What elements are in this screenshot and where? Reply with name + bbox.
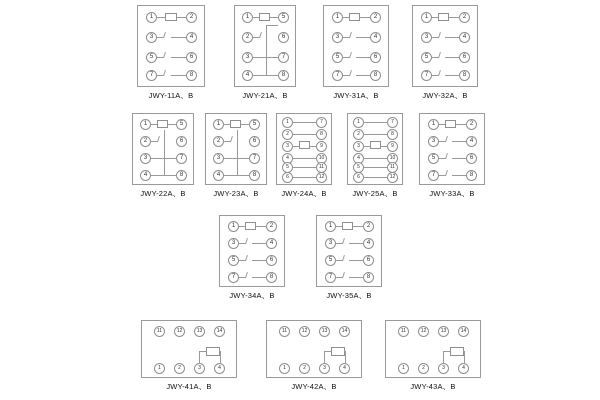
pin: 2: [140, 136, 151, 147]
pin: 6: [266, 255, 277, 266]
pin: 8: [387, 129, 398, 140]
diagram-box: [141, 320, 237, 378]
pin: 1: [428, 119, 439, 130]
pin: 3: [332, 32, 343, 43]
pin: 4: [339, 363, 350, 374]
pin: 3: [325, 238, 336, 249]
diagram-box: [385, 320, 481, 378]
diagram-jwy-21: [234, 5, 296, 101]
pin: 11: [398, 326, 409, 337]
pin: 4: [353, 153, 364, 164]
pin: 2: [353, 129, 364, 140]
pin: 7: [325, 272, 336, 283]
pin: 8: [186, 70, 197, 81]
pin: 7: [387, 117, 398, 128]
pin: 5: [278, 12, 289, 23]
diagram-jwy-32: [412, 5, 478, 101]
diagram-jwy-24: [276, 113, 332, 199]
diagram-box: [205, 113, 267, 185]
diagram-caption: JWY-24A、B: [281, 189, 327, 198]
pin: 4: [466, 136, 477, 147]
pin: 4: [213, 170, 224, 181]
diagram-box: [347, 113, 403, 185]
pin: 9: [316, 141, 327, 152]
coil-symbol: [349, 13, 360, 21]
pin: 5: [146, 52, 157, 63]
pin: 5: [249, 119, 260, 130]
pin: 8: [176, 170, 187, 181]
coil-symbol: [450, 347, 464, 356]
pin: 4: [214, 363, 225, 374]
pin: 3: [242, 52, 253, 63]
pin: 3: [421, 32, 432, 43]
coil-symbol: [230, 120, 241, 128]
pin: 7: [176, 153, 187, 164]
diagram-caption: JWY-35A、B: [326, 291, 372, 300]
pin: 2: [282, 129, 293, 140]
pin: 2: [363, 221, 374, 232]
pin: 13: [194, 326, 205, 337]
pin: 8: [466, 170, 477, 181]
pin: 5: [325, 255, 336, 266]
pin: 10: [387, 153, 398, 164]
pin: 3: [353, 141, 364, 152]
pin: 5: [353, 162, 364, 173]
diagram-box: [234, 5, 296, 87]
coil-symbol: [245, 222, 256, 230]
diagram-box: [132, 113, 194, 185]
pin: 6: [353, 172, 364, 183]
pin: 2: [213, 136, 224, 147]
pin: 7: [228, 272, 239, 283]
diagram-caption: JWY-43A、B: [410, 382, 456, 391]
pin: 10: [316, 153, 327, 164]
pin: 4: [458, 363, 469, 374]
coil-symbol: [299, 141, 310, 149]
pin: 7: [421, 70, 432, 81]
pin: 11: [387, 162, 398, 173]
pin: 2: [174, 363, 185, 374]
diagram-caption: JWY-23A、B: [213, 189, 259, 198]
pin: 5: [176, 119, 187, 130]
diagram-box: [266, 320, 362, 378]
diagram-jwy-22: [132, 113, 194, 199]
diagram-caption: JWY-11A、B: [148, 91, 194, 100]
pin: 4: [370, 32, 381, 43]
pin: 8: [459, 70, 470, 81]
pin: 7: [146, 70, 157, 81]
pin: 6: [176, 136, 187, 147]
pin: 1: [353, 117, 364, 128]
diagram-jwy-41: [141, 320, 237, 392]
pin: 5: [332, 52, 343, 63]
coil-symbol: [342, 222, 353, 230]
pin: 6: [282, 172, 293, 183]
diagram-jwy-35: [316, 215, 382, 301]
pin: 3: [194, 363, 205, 374]
diagram-box: [316, 215, 382, 287]
pin: 3: [228, 238, 239, 249]
pin: 13: [319, 326, 330, 337]
diagram-caption: JWY-21A、B: [242, 91, 288, 100]
diagram-jwy-34: [219, 215, 285, 301]
pin: 3: [146, 32, 157, 43]
diagram-box: [219, 215, 285, 287]
pin: 4: [282, 153, 293, 164]
pin: 6: [370, 52, 381, 63]
pin: 3: [282, 141, 293, 152]
pin: 1: [279, 363, 290, 374]
pin: 12: [299, 326, 310, 337]
pin: 1: [146, 12, 157, 23]
pin: 1: [154, 363, 165, 374]
diagram-box: [412, 5, 478, 87]
coil-symbol: [370, 141, 381, 149]
pin: 14: [339, 326, 350, 337]
pin: 4: [186, 32, 197, 43]
diagram-caption: JWY-22A、B: [140, 189, 186, 198]
pin: 7: [249, 153, 260, 164]
diagram-box: [137, 5, 205, 87]
pin: 2: [266, 221, 277, 232]
pin: 11: [154, 326, 165, 337]
pin: 8: [370, 70, 381, 81]
pin: 11: [279, 326, 290, 337]
diagram-box: [323, 5, 389, 87]
pin: 1: [282, 117, 293, 128]
pin: 6: [363, 255, 374, 266]
pin: 1: [228, 221, 239, 232]
pin: 5: [282, 162, 293, 173]
pin: 6: [459, 52, 470, 63]
pin: 12: [316, 172, 327, 183]
diagram-caption: JWY-32A、B: [422, 91, 468, 100]
pin: 2: [242, 32, 253, 43]
pin: 12: [174, 326, 185, 337]
diagram-caption: JWY-41A、B: [166, 382, 212, 391]
diagram-jwy-23: [205, 113, 267, 199]
pin: 4: [459, 32, 470, 43]
pin: 8: [266, 272, 277, 283]
pin: 12: [387, 172, 398, 183]
pin: 7: [278, 52, 289, 63]
pin: 2: [418, 363, 429, 374]
coil-symbol: [331, 347, 345, 356]
pin: 4: [140, 170, 151, 181]
coil-symbol: [165, 13, 177, 21]
diagram-box: [419, 113, 485, 185]
pin: 5: [421, 52, 432, 63]
pin: 2: [370, 12, 381, 23]
pin: 6: [249, 136, 260, 147]
pin: 2: [186, 12, 197, 23]
pin: 1: [398, 363, 409, 374]
diagram-caption: JWY-25A、B: [352, 189, 398, 198]
pin: 1: [242, 12, 253, 23]
pin: 7: [332, 70, 343, 81]
pin: 7: [316, 117, 327, 128]
coil-symbol: [438, 13, 449, 21]
pin: 2: [299, 363, 310, 374]
diagram-caption: JWY-34A、B: [229, 291, 275, 300]
pin: 3: [213, 153, 224, 164]
diagram-caption: JWY-31A、B: [333, 91, 379, 100]
diagram-caption: JWY-33A、B: [429, 189, 475, 198]
pin: 9: [387, 141, 398, 152]
pin: 8: [363, 272, 374, 283]
pin: 2: [459, 12, 470, 23]
diagram-jwy-25: [347, 113, 403, 199]
coil-symbol: [157, 120, 168, 128]
pin: 13: [438, 326, 449, 337]
pin: 3: [140, 153, 151, 164]
pin: 2: [466, 119, 477, 130]
pin: 14: [458, 326, 469, 337]
pin: 3: [428, 136, 439, 147]
pin: 12: [418, 326, 429, 337]
coil-symbol: [445, 120, 456, 128]
pin: 4: [363, 238, 374, 249]
pin: 5: [228, 255, 239, 266]
diagram-box: [276, 113, 332, 185]
pin: 5: [428, 153, 439, 164]
pin: 14: [214, 326, 225, 337]
pin: 1: [213, 119, 224, 130]
pin: 1: [332, 12, 343, 23]
diagram-jwy-11: [137, 5, 205, 101]
diagram-jwy-31: [323, 5, 389, 101]
pin: 1: [421, 12, 432, 23]
diagram-jwy-33: [419, 113, 485, 199]
pin: 6: [278, 32, 289, 43]
pin: 3: [438, 363, 449, 374]
diagram-jwy-43: [385, 320, 481, 392]
pin: 6: [466, 153, 477, 164]
pin: 3: [319, 363, 330, 374]
pin: 7: [428, 170, 439, 181]
pin: 1: [140, 119, 151, 130]
pin: 8: [316, 129, 327, 140]
diagram-caption: JWY-42A、B: [291, 382, 337, 391]
pin: 11: [316, 162, 327, 173]
coil-symbol: [206, 347, 220, 356]
pin: 1: [325, 221, 336, 232]
coil-symbol: [259, 13, 270, 21]
diagram-jwy-42: [266, 320, 362, 392]
pin: 4: [242, 70, 253, 81]
pin: 8: [249, 170, 260, 181]
pin: 6: [186, 52, 197, 63]
pin: 4: [266, 238, 277, 249]
pin: 8: [278, 70, 289, 81]
